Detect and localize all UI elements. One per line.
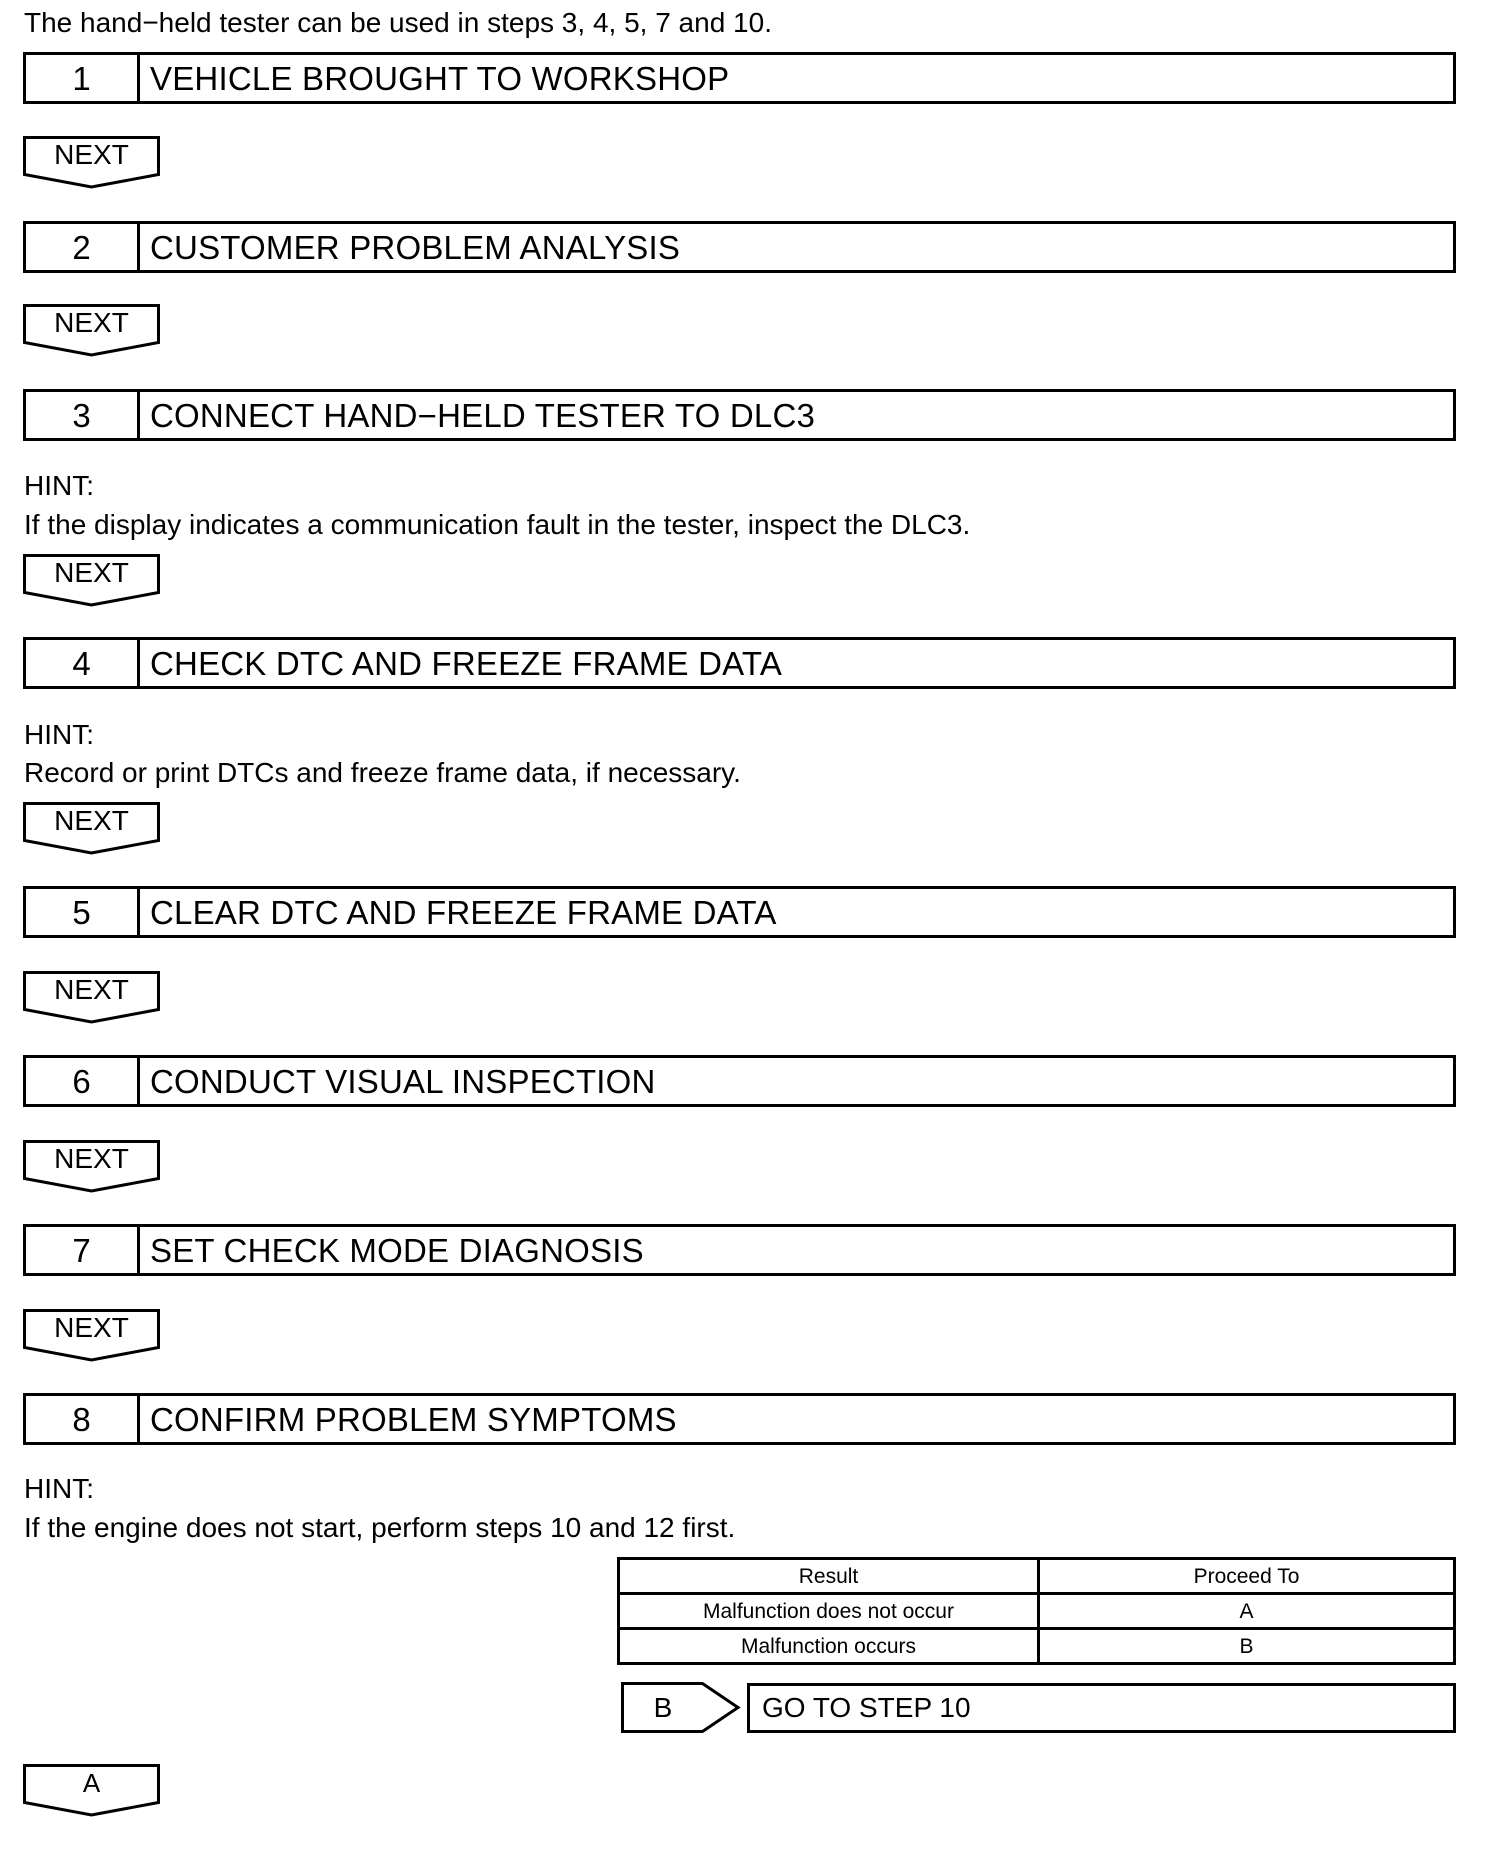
step-title: VEHICLE BROUGHT TO WORKSHOP: [150, 59, 730, 97]
table-header-row: [619, 1559, 1455, 1594]
step-number: 3: [26, 392, 140, 438]
hint-label: HINT:: [24, 470, 94, 501]
next-label: NEXT: [54, 307, 129, 338]
hint-label: HINT:: [24, 1473, 94, 1504]
next-arrow-6: [23, 1140, 160, 1192]
step-3-box: [23, 389, 1456, 441]
next-arrow-7: [23, 1309, 160, 1361]
result-table: [617, 1557, 1456, 1665]
step-title: CHECK DTC AND FREEZE FRAME DATA: [150, 644, 783, 682]
next-arrow-2: [23, 304, 160, 356]
next-label: NEXT: [54, 557, 129, 588]
step-number: 7: [26, 1227, 140, 1273]
next-arrow-1: [23, 136, 160, 188]
table-row: [619, 1629, 1455, 1664]
step-number: 4: [26, 640, 140, 686]
column-header-proceed-to: Proceed To: [1039, 1559, 1455, 1594]
table-row: [619, 1594, 1455, 1629]
next-arrow-3: [23, 554, 160, 606]
next-label: NEXT: [54, 805, 129, 836]
intro-text: The hand−held tester can be used in steps 3, 4, 5, 7 and 10.: [24, 7, 772, 38]
next-arrow-5: [23, 971, 160, 1023]
step-number: 2: [26, 224, 140, 270]
branch-a-arrow: [23, 1764, 160, 1816]
branch-a-label: A: [82, 1768, 101, 1798]
step-number: 6: [26, 1058, 140, 1104]
step-4-box: [23, 637, 1456, 689]
go-to-step-box: GO TO STEP 10: [747, 1683, 1456, 1733]
step-5-box: [23, 886, 1456, 938]
step-number: 5: [26, 889, 140, 935]
hint-text: Record or print DTCs and freeze frame data, if necessary.: [24, 757, 741, 788]
step-title: CONNECT HAND−HELD TESTER TO DLC3: [150, 396, 816, 434]
step-number: 1: [26, 55, 140, 101]
branch-b-arrow: [621, 1682, 741, 1734]
next-label: NEXT: [54, 1143, 129, 1174]
proceed-to-cell: B: [1039, 1629, 1455, 1664]
next-label: NEXT: [54, 1312, 129, 1343]
hint-text: If the engine does not start, perform steps 10 and 12 first.: [24, 1512, 736, 1543]
hint-label: HINT:: [24, 719, 94, 750]
step-title: SET CHECK MODE DIAGNOSIS: [150, 1231, 644, 1269]
next-arrow-4: [23, 802, 160, 854]
step-6-box: [23, 1055, 1456, 1107]
step-8-box: [23, 1393, 1456, 1445]
step-title: CONDUCT VISUAL INSPECTION: [150, 1062, 656, 1100]
result-cell: Malfunction occurs: [619, 1629, 1039, 1664]
result-cell: Malfunction does not occur: [619, 1594, 1039, 1629]
hint-text: If the display indicates a communication fault in the tester, inspect the DLC3.: [24, 509, 971, 540]
step-1-box: [23, 52, 1456, 104]
step-7-box: [23, 1224, 1456, 1276]
next-label: NEXT: [54, 974, 129, 1005]
step-2-box: [23, 221, 1456, 273]
step-number: 8: [26, 1396, 140, 1442]
next-label: NEXT: [54, 139, 129, 170]
branch-b-label: B: [653, 1692, 673, 1723]
column-header-result: Result: [619, 1559, 1039, 1594]
step-title: CONFIRM PROBLEM SYMPTOMS: [150, 1400, 677, 1438]
step-title: CUSTOMER PROBLEM ANALYSIS: [150, 228, 681, 266]
proceed-to-cell: A: [1039, 1594, 1455, 1629]
step-title: CLEAR DTC AND FREEZE FRAME DATA: [150, 893, 777, 931]
